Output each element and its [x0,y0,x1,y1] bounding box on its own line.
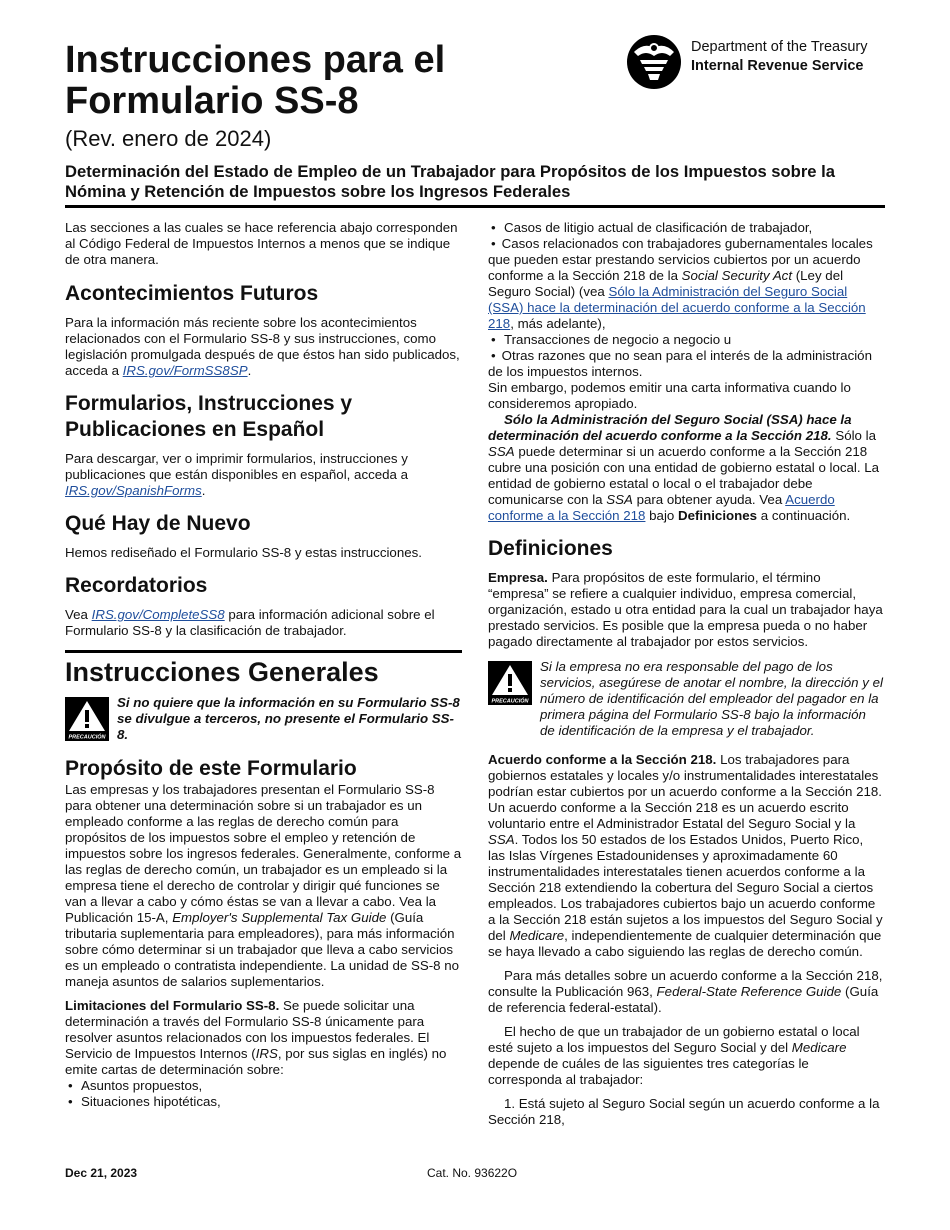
list-item: • Situaciones hipotéticas, [65,1094,462,1110]
revision-date: (Rev. enero de 2024) [65,126,272,151]
agency-name: Internal Revenue Service [691,58,864,74]
link-section-218[interactable]: Acuerdo conforme a la Sección 218 [488,492,835,523]
irs-eagle-logo-icon [624,34,684,90]
general-heading: Instrucciones Generales [65,657,379,687]
caution-icon [488,661,532,705]
definitions-heading: Definiciones [488,537,613,560]
however-paragraph: Sin embargo, podemos emitir una carta informativa cuando lo consideremos apropiado. [488,380,851,411]
link-formss8sp[interactable]: IRS.gov/FormSS8SP [122,363,248,378]
footer-date: Dec 21, 2023 [65,1166,138,1180]
agency-department: Department of the Treasury [691,39,868,55]
reminders-paragraph: Vea IRS.gov/CompleteSS8 para información adicional sobre el Formulario SS-8 y la clasificación de trabajador. [65,607,435,638]
caution-note: PRECAUCIÓN Si no quiere que la información en su Formulario SS-8 se divulgue a terceros, no presente el Formulario SS-8. [65,695,462,743]
right-column [488,220,883,1128]
numbered-item: 1. Está sujeto al Seguro Social según un acuerdo conforme a la Sección 218, [488,1096,880,1127]
forms-paragraph: Para descargar, ver o imprimir formularios, instrucciones y publicaciones que están disponibles en español, acceda a IRS.gov/SpanishForms. [65,451,409,498]
forms-heading: Formularios, Instrucciones y Publicaciones en Español [65,392,353,441]
whats-new-heading: Qué Hay de Nuevo [65,512,251,535]
svg-text:PRECAUCIÓN: PRECAUCIÓN [68,734,106,741]
purpose-paragraph: Las empresas y los trabajadores presentan el Formulario SS-8 para obtener una determinación sobre si un trabajador es un empleado conforme a las reglas de derecho común para propósitos de los impuestos sobre el empleo y retención de impuestos sobre los ingresos federales. Generalmente, conforme a las reglas de derecho común, un trabajador es un empleado si la empresa tiene el derecho de controlar y dirigir qué funciones se van a llevar a cabo y cómo éstas se van a llevar a cabo. Vea la Publicación 15-A, Employer's Supplemental Tax Guide (Guía tributaria suplementaria para empleadores), para más información sobre cómo determinar si un trabajador que lleva a cabo servicios es un empleado o contratista independiente. La unidad de SS-8 no maneja asuntos de salarios suplementarios. [65,782,462,989]
title-divider [65,205,885,208]
footer-catalog-number: Cat. No. 93622O [427,1166,518,1180]
future-paragraph: Para la información más reciente sobre los acontecimientos relacionados con el Formulario SS-8 y sus instrucciones, como legislación promulgada después de que éstos han sido publicados, acceda a IRS.gov/FormSS8SP. [65,315,460,378]
general-divider [65,650,462,653]
link-spanishforms[interactable]: IRS.gov/SpanishForms [65,483,202,498]
list-item: • Casos de litigio actual de clasificación de trabajador, [488,220,883,236]
section-218-paragraph: Acuerdo conforme a la Sección 218. Los trabajadores para gobiernos estatales y locales y/o instrumentalidades interestatales podrían estar cubiertos por un acuerdo conforme a la Sección 218. Un acuerdo conforme a la Sección 218 es un acuerdo escrito voluntario entre el Administrador Estatal del Seguro Social y la SSA. Todos los 50 estados de los Estados Unidos, Puerto Rico, las Islas Vírgenes Estadounidenses y aproximadamente 60 instrumentalidades interestatales tienen acuerdos conforme a la Sección 218 extendiendo la cobertura del Seguro Social a ciertos empleados. Los trabajadores cubiertos bajo un acuerdo conforme a la Sección 218 están sujetos a los impuestos del Seguro Social y del Medicare, independientemente de cualquier determinación que se haya llevado a cabo siguiendo las reglas de derecho común. [488,752,883,959]
list-item-government: • Casos relacionados con trabajadores gubernamentales locales que pueden estar prestando servicios cubiertos por un acuerdo conforme a la Sección 218 de la Social Security Act (Ley del Seguro Social) (vea Sólo la Administración del Seguro Social (SSA) hace la determinación del acuerdo conforme a la Sección 218, más adelante), [488,236,873,331]
whats-new-paragraph: Hemos rediseñado el Formulario SS-8 y estas instrucciones. [65,545,422,560]
list-item: • Asuntos propuestos, [65,1078,462,1094]
caution-note-employer: PRECAUCIÓN Si la empresa no era responsable del pago de los servicios, asegúrese de anotar el nombre, la dirección y el número de identificación del empleador del pagador en la primera página del Formulario SS-8 bajo la información de identificación de la empresa y el trabajador. [488,659,883,739]
link-completess8[interactable]: IRS.gov/CompleteSS8 [91,607,225,622]
list-item-other: • Otras razones que no sean para el interés de la administración de los impuestos internos. [488,348,872,379]
left-column [65,220,462,1110]
reminders-heading: Recordatorios [65,574,208,597]
ssa-paragraph: Sólo la Administración del Seguro Social (SSA) hace la determinación del acuerdo conforme a la Sección 218. Sólo la SSA puede determinar si un acuerdo conforme a la Sección 218 cubre una posición con una entidad de gobierno estatal o local. La entidad de gobierno estatal o local o el trabajador debe comunicarse con la SSA para obtener ayuda. Vea Acuerdo conforme a la Sección 218 bajo Definiciones a continuación. [488,412,880,523]
svg-text:PRECAUCIÓN: PRECAUCIÓN [491,698,529,705]
future-heading: Acontecimientos Futuros [65,282,319,305]
fact-paragraph: El hecho de que un trabajador de un gobierno estatal o local esté sujeto a los impuestos del Seguro Social y del Medicare depende de cuáles de las siguientes tres categorías le corresponda al trabajador: [488,1024,860,1087]
purpose-heading: Propósito de este Formulario [65,757,357,780]
link-ssa-218[interactable]: Sólo la Administración del Seguro Social (SSA) hace la determinación del acuerdo conforme a la Sección 218 [488,284,866,331]
limits-paragraph: Limitaciones del Formulario SS-8. Se puede solicitar una determinación a través del Formulario SS-8 únicamente para resolver asuntos relacionados con los impuestos federales. El Servicio de Impuestos Internos (IRS, por sus siglas en inglés) no emite cartas de determinación sobre: [65,998,447,1077]
document-title: Instrucciones para el Formulario SS-8 [65,39,446,122]
details-paragraph: Para más detalles sobre un acuerdo conforme a la Sección 218, consulte la Publicación 963, Federal-State Reference Guide (Guía de referencia federal-estatal). [488,968,883,1015]
document-subtitle: Determinación del Estado de Empleo de un Trabajador para Propósitos de los Impuestos sobre la Nómina y Retención de Impuestos sobre los Ingresos Federales [65,162,835,201]
employer-paragraph: Empresa. Para propósitos de este formulario, el término “empresa” se refiere a cualquier individuo, empresa comercial, organización, estado u otra entidad para la cual un trabajador haya prestado servicios. Es posible que la empresa pueda o no haber pagado directamente al trabajador por estos servicios. [488,570,883,649]
list-item: • Transacciones de negocio a negocio u [488,332,883,348]
caution-icon [65,697,109,741]
intro-paragraph: Las secciones a las cuales se hace referencia abajo corresponden al Código Federal de Impuestos Internos a menos que se indique de otra manera. [65,220,458,267]
agency-block [624,34,894,94]
